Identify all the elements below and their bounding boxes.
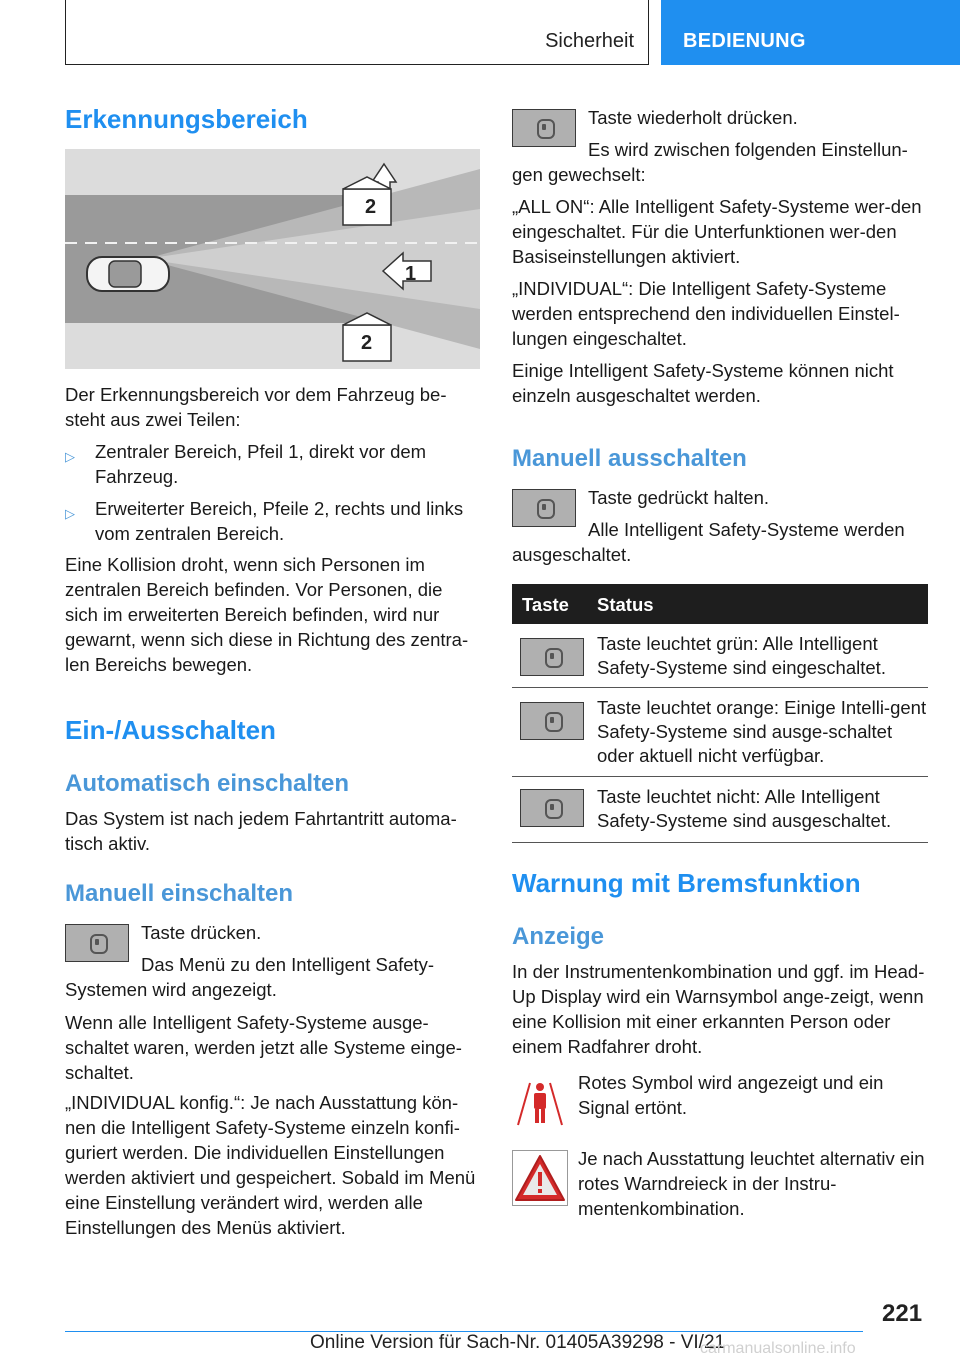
header-chapter-tab (661, 0, 960, 65)
safety-button-orange-icon (520, 702, 584, 740)
heading-erkennungsbereich: Erkennungsbereich (65, 104, 308, 134)
text-individual-konfig: „INDIVIDUAL konfig.“: Je nach Ausstattung kön-nen die Intelligent Safety-Systeme einzeln konfi-guriert werden. Die individuellen Einstellungen werden aktiviert und gespeichert. Sobald im Menü eine Einstellung verändert wird, werden alle Einstellungen des Menüs aktiviert. (65, 1092, 476, 1238)
text-erkennung-intro: Der Erkennungsbereich vor dem Fahrzeug be-steht aus zwei Teilen: (65, 384, 447, 430)
text-warndreieck: Je nach Ausstattung leuchtet alternativ ein rotes Warndreieck in der Instru-mentenkombination. (578, 1148, 925, 1219)
online-version-text: Online Version für Sach-Nr. 01405A39298 - VI/21 (310, 1332, 726, 1353)
safety-button-green-icon (520, 638, 584, 676)
text-gedrueckt-halten: Taste gedrückt halten. (588, 487, 769, 508)
heading-manuell-ausschalten: Manuell ausschalten (512, 445, 747, 472)
list-item-text: Zentraler Bereich, Pfeil 1, direkt vor dem Fahrzeug. (95, 441, 427, 487)
watermark-text: carmanualsonline.info (700, 1340, 856, 1357)
heading-warnung-bremsfunktion: Warnung mit Bremsfunktion (512, 868, 861, 898)
status-table (512, 584, 928, 843)
pedestrian-warning-icon (512, 1075, 568, 1131)
warning-triangle-icon (512, 1150, 568, 1206)
table-header-status: Status (597, 594, 654, 615)
text-kollision: Eine Kollision droht, wenn sich Personen im zentralen Bereich befinden. Vor Personen, die sich im erweiterten Bereich befinden, wird nur gewarnt, wenn sich diese in Richtung des zentra-len Bereichs bewegen. (65, 554, 469, 675)
text-automatisch: Das System ist nach jedem Fahrtantritt automa-tisch aktiv. (65, 808, 457, 854)
safety-button-off-icon (520, 789, 584, 827)
diagram-label-1: 1 (405, 263, 417, 285)
diagram-label-2-top: 2 (365, 196, 377, 218)
table-header (512, 584, 928, 624)
heading-automatisch-einschalten: Automatisch einschalten (65, 770, 350, 797)
table-row (512, 688, 928, 777)
text-einige: Einige Intelligent Safety-Systeme können nicht einzeln ausgeschaltet werden. (512, 360, 894, 406)
list-item-text: Erweiterter Bereich, Pfeile 2, rechts und links vom zentralen Bereich. (95, 498, 464, 544)
text-menue-angezeigt: Das Menü zu den Intelligent Safety-Systemen wird angezeigt. (65, 954, 435, 1000)
text-wenn-alle: Wenn alle Intelligent Safety-Systeme ausge-schaltet waren, werden jetzt alle Systeme einge-schaltet. (65, 1012, 462, 1083)
page-number: 221 (882, 1300, 923, 1327)
text-taste-wiederholt: Taste wiederholt drücken. (588, 107, 798, 128)
detection-area-diagram (65, 149, 480, 369)
text-alle-aus: Alle Intelligent Safety-Systeme werden ausgeschaltet. (512, 519, 905, 565)
table-row (512, 777, 928, 843)
diagram-car-icon (87, 257, 169, 291)
text-all-on: „ALL ON“: Alle Intelligent Safety-Systeme wer-den eingeschaltet. Für die Unterfunktionen wer-den Basiseinstellungen aktiviert. (512, 196, 922, 267)
text-individual: „INDIVIDUAL“: Die Intelligent Safety-Systeme werden entsprechend den individuellen Einstel-lungen eingeschaltet. (512, 278, 900, 349)
heading-manuell-einschalten: Manuell einschalten (65, 880, 294, 907)
text-anzeige: In der Instrumentenkombination und ggf. im Head-Up Display wird ein Warnsymbol ange-zeigt, wenn eine Kollision mit einer erkannten Person oder einem Radfahrer droht. (512, 961, 925, 1057)
text-rotes-symbol: Rotes Symbol wird angezeigt und ein Signal ertönt. (578, 1072, 884, 1118)
header-section-label: Sicherheit (545, 30, 634, 52)
table-row (512, 624, 928, 688)
bullet-triangle-icon: ▷ (65, 449, 75, 464)
table-header-taste: Taste (522, 594, 569, 615)
table-cell-status: Taste leuchtet nicht: Alle Intelligent Safety-Systeme sind ausgeschaltet. (597, 786, 892, 831)
header-chapter-label: BEDIENUNG (683, 30, 806, 52)
text-taste-druecken: Taste drücken. (141, 922, 262, 943)
heading-ein-ausschalten: Ein-/Ausschalten (65, 715, 276, 745)
table-cell-status: Taste leuchtet grün: Alle Intelligent Safety-Systeme sind eingeschaltet. (597, 633, 886, 678)
header-section-tab (65, 0, 649, 65)
text-wechsel: Es wird zwischen folgenden Einstellun-gen gewechselt: (512, 139, 908, 185)
heading-anzeige: Anzeige (512, 923, 605, 950)
list-item (65, 496, 480, 546)
table-cell-status: Taste leuchtet orange: Einige Intelli-gent Safety-Systeme sind ausge-schaltet oder aktuell nicht verfügbar. (597, 697, 927, 766)
bullet-triangle-icon: ▷ (65, 506, 75, 521)
list-item (65, 439, 480, 489)
diagram-label-2-bottom: 2 (361, 332, 373, 354)
